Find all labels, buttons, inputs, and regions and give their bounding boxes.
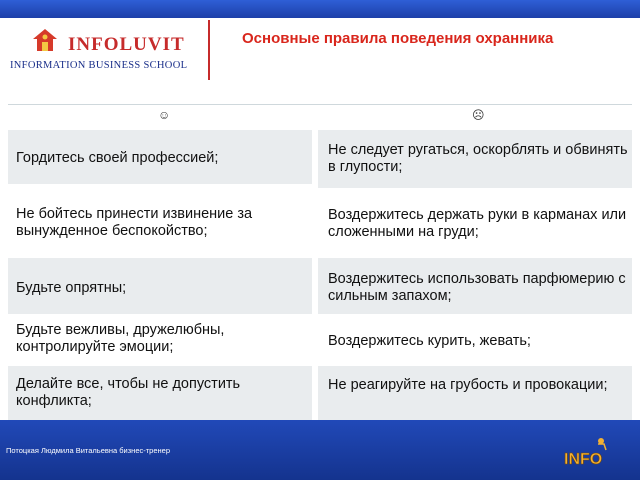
do-rule-3: Будьте опрятны; [16,280,127,296]
dont-rule-1: Не следует ругаться, оскорблять и обвинять в глупости; [328,142,628,175]
logo-name: INFOLUVIT [68,34,185,55]
dont-rule-5: Не реагируйте на грубость и провокации; [328,377,608,393]
logo-subtitle: INFORMATION BUSINESS SCHOOL [10,60,188,71]
author-credit: Потоцкая Людмила Витальевна бизнес-тренер [6,446,171,455]
infoluvit-logo [10,26,210,82]
smile-icon: ☺ [158,108,171,122]
do-rule-5: Делайте все, чтобы не допустить конфликта; [16,376,241,409]
top-bar [0,0,640,18]
slide-title: Основные правила поведения охранника [242,30,554,47]
do-rule-1: Гордитесь своей профессией; [16,150,219,166]
info-logo-icon [562,434,610,470]
info-logo-text: INFO [564,451,603,468]
table-top-rule [8,104,632,105]
house-logo-icon [32,28,58,52]
dont-rule-2: Воздержитесь держать руки в карманах или сложенными на груди; [328,207,627,240]
do-rule-2: Не бойтесь принести извинение за вынужденное беспокойство; [16,206,253,239]
logo-divider [208,20,210,80]
dont-rule-3: Воздержитесь использовать парфюмерию с сильным запахом; [328,271,626,304]
frown-icon: ☹ [472,108,485,122]
dont-rule-4: Воздержитесь курить, жевать; [328,333,531,349]
do-rule-4: Будьте вежливы, дружелюбны, контролируйте эмоции; [16,322,225,355]
